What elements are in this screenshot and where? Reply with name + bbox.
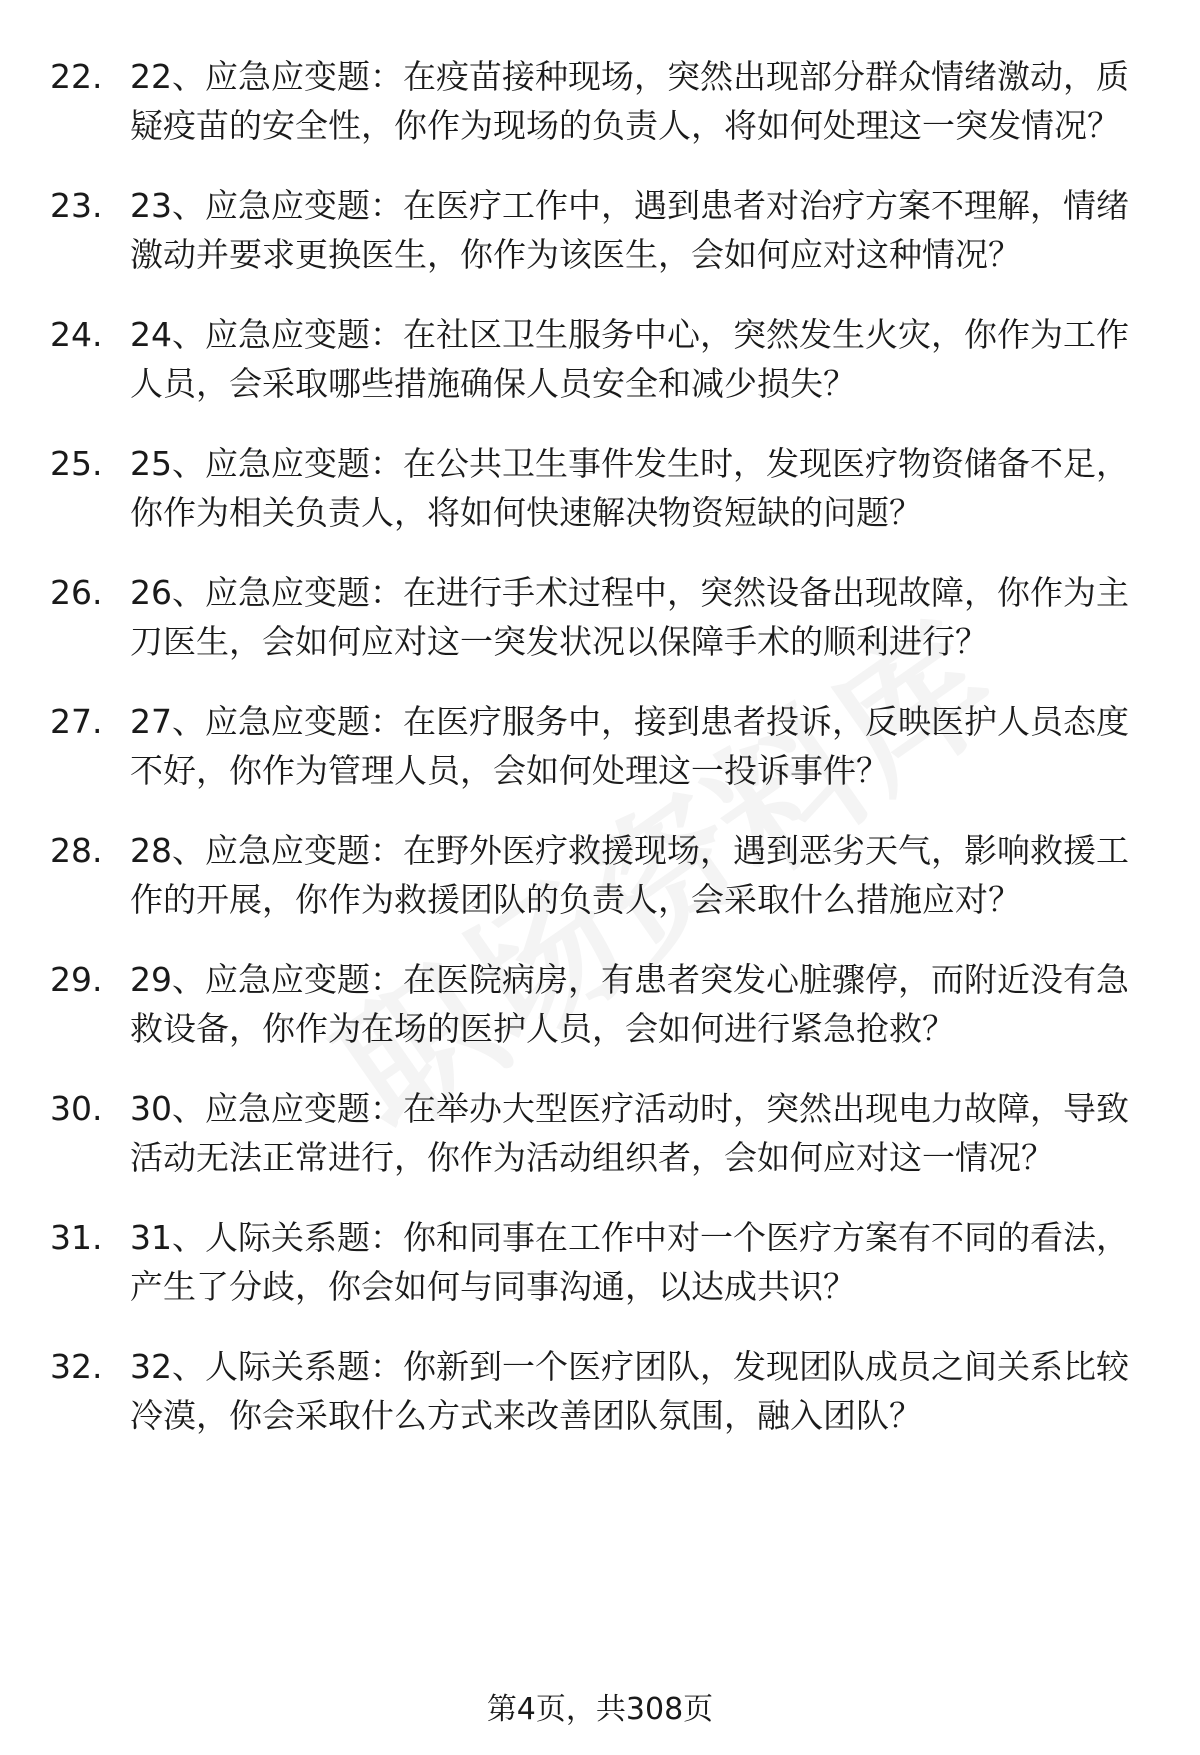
question-number: 22. <box>50 57 103 96</box>
question-number: 30. <box>50 1089 103 1128</box>
question-text: 22、应急应变题：在疫苗接种现场，突然出现部分群众情绪激动，质疑疫苗的安全性，你作为现场的负责人，将如何处理这一突发情况？ <box>130 57 1129 145</box>
question-item <box>50 1213 1160 1311</box>
question-number: 27. <box>50 702 103 741</box>
question-item <box>50 955 1160 1053</box>
page-number-label: 第4页，共308页 <box>486 1692 714 1727</box>
question-text: 23、应急应变题：在医疗工作中，遇到患者对治疗方案不理解，情绪激动并要求更换医生，你作为该医生，会如何应对这种情况？ <box>130 186 1129 274</box>
question-item <box>50 826 1160 924</box>
question-item <box>50 439 1160 537</box>
question-list <box>50 52 1160 1471</box>
question-number: 28. <box>50 831 103 870</box>
question-item <box>50 697 1160 795</box>
question-text: 32、人际关系题：你新到一个医疗团队，发现团队成员之间关系比较冷漠，你会采取什么方式来改善团队氛围，融入团队？ <box>130 1347 1129 1435</box>
page-footer <box>0 1690 1200 1730</box>
question-number: 26. <box>50 573 103 612</box>
question-item <box>50 1342 1160 1440</box>
question-number: 24. <box>50 315 103 354</box>
question-text: 28、应急应变题：在野外医疗救援现场，遇到恶劣天气，影响救援工作的开展，你作为救援团队的负责人，会采取什么措施应对？ <box>130 831 1129 919</box>
question-item <box>50 568 1160 666</box>
question-text: 29、应急应变题：在医院病房，有患者突发心脏骤停，而附近没有急救设备，你作为在场的医护人员，会如何进行紧急抢救？ <box>130 960 1129 1048</box>
question-text: 30、应急应变题：在举办大型医疗活动时，突然出现电力故障，导致活动无法正常进行，你作为活动组织者，会如何应对这一情况？ <box>130 1089 1129 1177</box>
question-text: 31、人际关系题：你和同事在工作中对一个医疗方案有不同的看法，产生了分歧，你会如何与同事沟通，以达成共识？ <box>130 1218 1129 1306</box>
question-text: 26、应急应变题：在进行手术过程中，突然设备出现故障，你作为主刀医生，会如何应对这一突发状况以保障手术的顺利进行？ <box>130 573 1129 661</box>
question-number: 25. <box>50 444 103 483</box>
question-item <box>50 1084 1160 1182</box>
question-text: 24、应急应变题：在社区卫生服务中心，突然发生火灾，你作为工作人员，会采取哪些措施确保人员安全和减少损失？ <box>130 315 1129 403</box>
question-number: 31. <box>50 1218 103 1257</box>
question-number: 23. <box>50 186 103 225</box>
question-number: 29. <box>50 960 103 999</box>
question-text: 27、应急应变题：在医疗服务中，接到患者投诉，反映医护人员态度不好，你作为管理人员，会如何处理这一投诉事件？ <box>130 702 1129 790</box>
question-text: 25、应急应变题：在公共卫生事件发生时，发现医疗物资储备不足，你作为相关负责人，将如何快速解决物资短缺的问题？ <box>130 444 1129 532</box>
question-item <box>50 310 1160 408</box>
question-number: 32. <box>50 1347 103 1386</box>
question-item <box>50 52 1160 150</box>
question-item <box>50 181 1160 279</box>
